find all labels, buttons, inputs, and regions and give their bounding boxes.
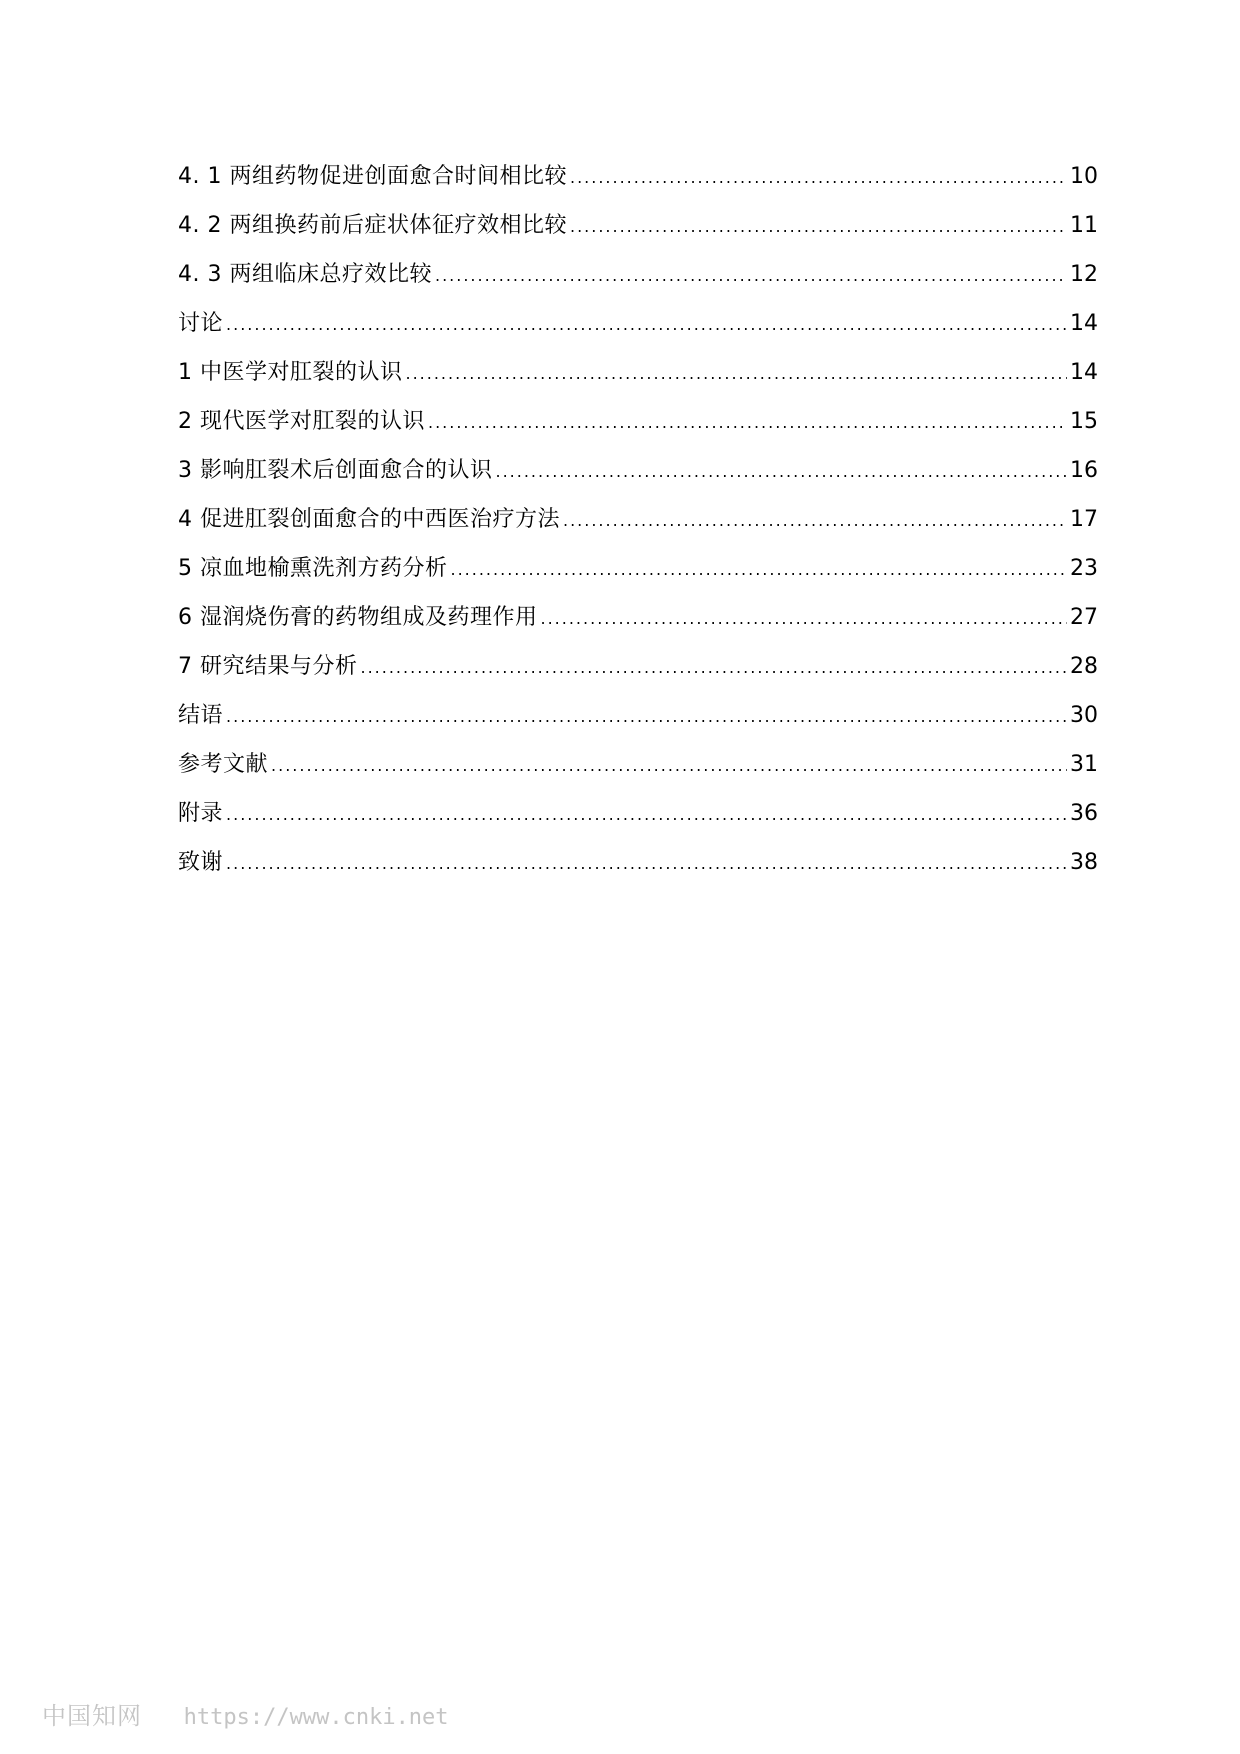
toc-entry-title: 6 湿润烧伤膏的药物组成及药理作用: [178, 605, 538, 630]
toc-entry[interactable]: [178, 299, 1098, 348]
toc-entry-page: 15: [1070, 409, 1098, 434]
toc-dot-leader: [570, 202, 1067, 251]
toc-entry-page: 14: [1070, 360, 1098, 385]
toc-entry[interactable]: [178, 201, 1098, 250]
toc-entry[interactable]: [178, 642, 1098, 691]
toc-entry-page: 10: [1070, 164, 1098, 189]
toc-entry[interactable]: [178, 838, 1098, 887]
toc-dot-leader: [271, 741, 1067, 790]
toc-dot-leader: [435, 251, 1067, 300]
toc-entry[interactable]: [178, 740, 1098, 789]
toc-entry-page: 17: [1070, 507, 1098, 532]
toc-dot-leader: [226, 790, 1067, 839]
toc-entry-title: 4. 2 两组换药前后症状体征疗效相比较: [178, 213, 567, 238]
site-url-watermark[interactable]: https://www.cnki.net: [183, 1705, 449, 1730]
toc-entry[interactable]: [178, 593, 1098, 642]
toc-entry[interactable]: [178, 397, 1098, 446]
toc-entry-title: 讨论: [178, 311, 224, 336]
toc-entry-title: 7 研究结果与分析: [178, 654, 358, 679]
toc-entry-page: 12: [1070, 262, 1098, 287]
toc-entry[interactable]: [178, 348, 1098, 397]
toc-entry-page: 36: [1070, 801, 1098, 826]
toc-entry-page: 28: [1070, 654, 1098, 679]
toc-entry-title: 5 凉血地榆熏洗剂方药分析: [178, 556, 448, 581]
toc-entry-page: 14: [1070, 311, 1098, 336]
toc-entry-title: 参考文献: [178, 752, 269, 777]
toc-dot-leader: [406, 349, 1068, 398]
toc-entry-page: 30: [1070, 703, 1098, 728]
toc-entry-title: 4. 3 两组临床总疗效比较: [178, 262, 432, 287]
toc-entry-title: 附录: [178, 801, 224, 826]
toc-entry-title: 结语: [178, 703, 224, 728]
toc-dot-leader: [541, 594, 1068, 643]
toc-dot-leader: [451, 545, 1068, 594]
toc-dot-leader: [496, 447, 1068, 496]
toc-entry[interactable]: [178, 691, 1098, 740]
toc-entry[interactable]: [178, 544, 1098, 593]
toc-entry-page: 27: [1070, 605, 1098, 630]
toc-dot-leader: [570, 153, 1067, 202]
toc-entry-title: 4. 1 两组药物促进创面愈合时间相比较: [178, 164, 567, 189]
table-of-contents: [178, 152, 1098, 887]
toc-dot-leader: [226, 692, 1067, 741]
toc-entry[interactable]: [178, 152, 1098, 201]
toc-entry-page: 11: [1070, 213, 1098, 238]
toc-entry[interactable]: [178, 250, 1098, 299]
toc-entry-title: 致谢: [178, 850, 224, 875]
toc-entry-page: 38: [1070, 850, 1098, 875]
toc-entry[interactable]: [178, 789, 1098, 838]
site-name-watermark: 中国知网: [42, 1702, 142, 1730]
toc-entry[interactable]: [178, 495, 1098, 544]
toc-entry-page: 31: [1070, 752, 1098, 777]
toc-dot-leader: [428, 398, 1067, 447]
toc-entry-page: 23: [1070, 556, 1098, 581]
toc-entry-title: 4 促进肛裂创面愈合的中西医治疗方法: [178, 507, 560, 532]
toc-entry-title: 2 现代医学对肛裂的认识: [178, 409, 425, 434]
toc-dot-leader: [361, 643, 1068, 692]
toc-entry-title: 1 中医学对肛裂的认识: [178, 360, 403, 385]
toc-dot-leader: [226, 839, 1067, 888]
toc-entry-title: 3 影响肛裂术后创面愈合的认识: [178, 458, 493, 483]
toc-dot-leader: [226, 300, 1067, 349]
toc-dot-leader: [563, 496, 1067, 545]
toc-entry-page: 16: [1070, 458, 1098, 483]
toc-entry[interactable]: [178, 446, 1098, 495]
watermark-footer: [42, 1696, 449, 1731]
